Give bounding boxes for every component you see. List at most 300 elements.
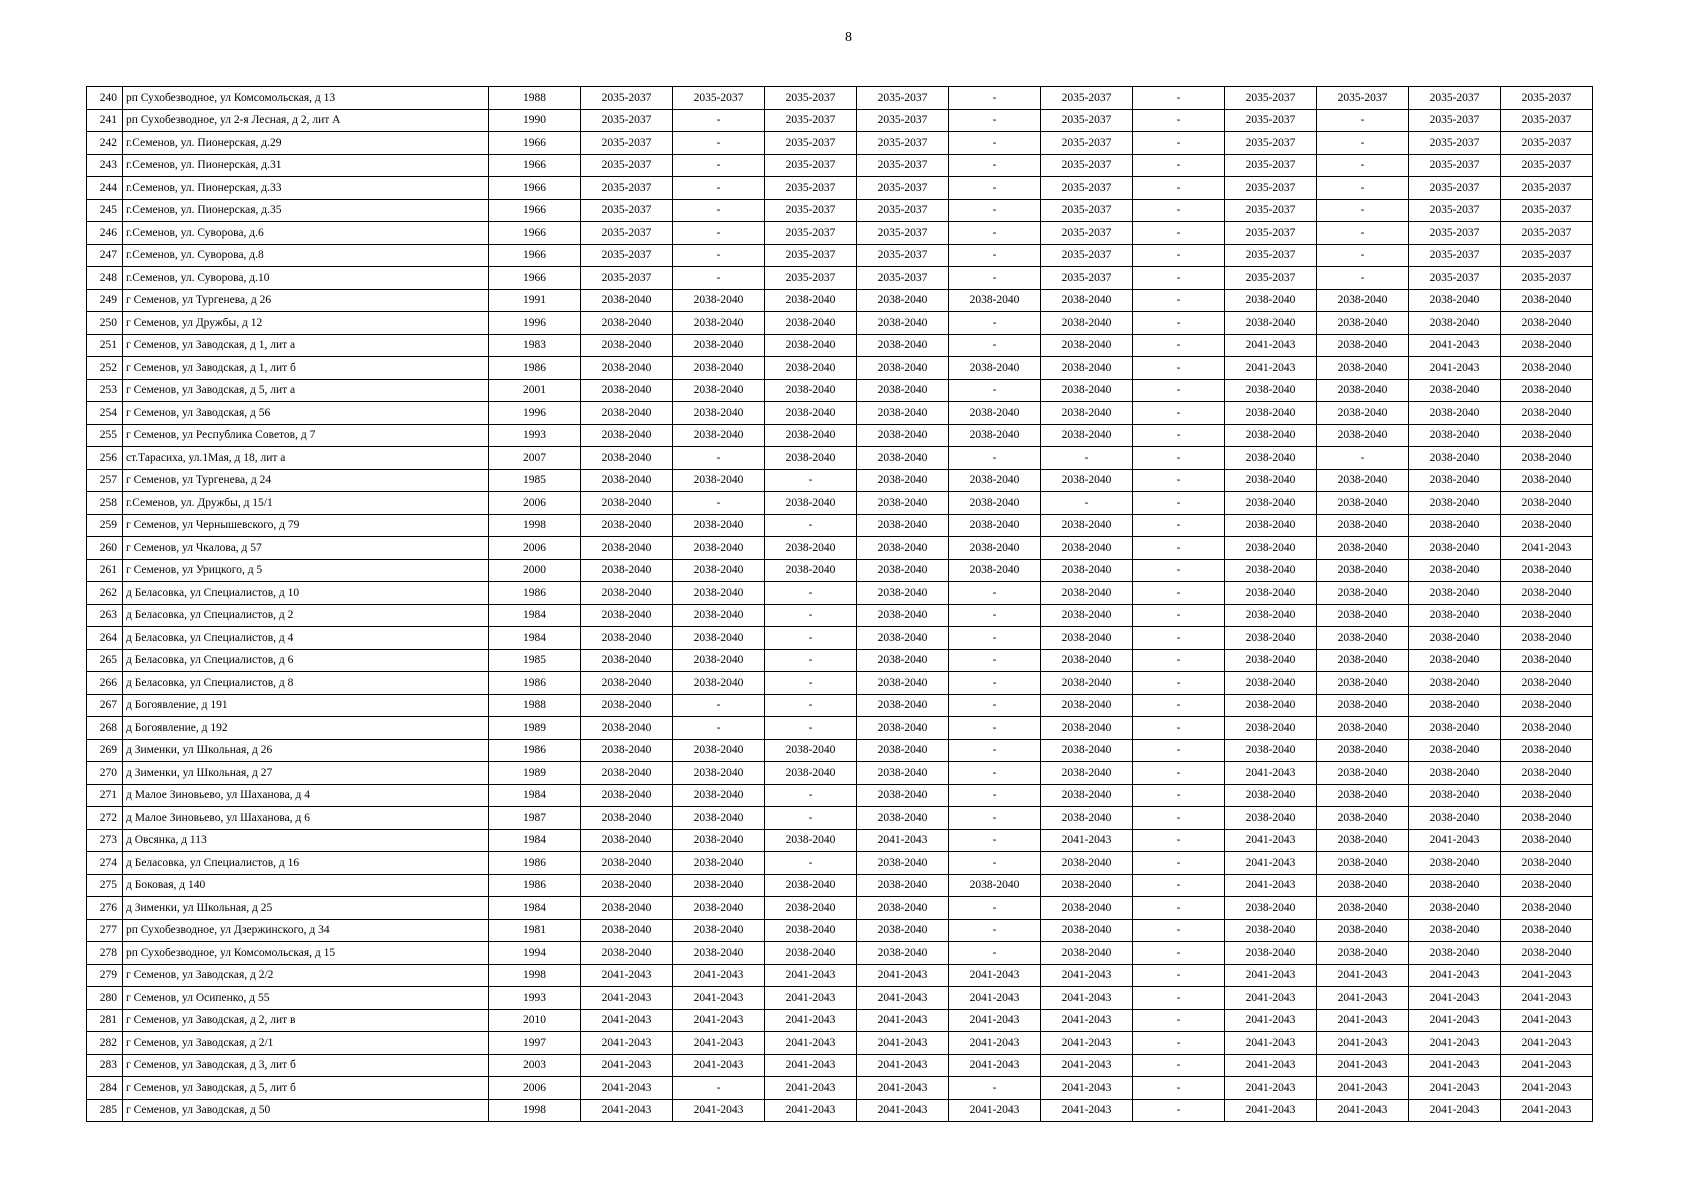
year-cell: 1991 [489,289,581,312]
period-cell: 2038-2040 [857,289,949,312]
period-cell: - [1133,87,1225,110]
row-number-cell: 260 [87,537,123,560]
period-cell: - [949,222,1041,245]
period-cell: 2038-2040 [1041,919,1133,942]
address-cell: д Беласовка, ул Специалистов, д 4 [123,627,489,650]
address-cell: д Беласовка, ул Специалистов, д 8 [123,672,489,695]
period-cell: - [1133,492,1225,515]
period-cell: 2038-2040 [1409,807,1501,830]
period-cell: 2038-2040 [1501,807,1593,830]
period-cell: 2038-2040 [1041,672,1133,695]
period-cell: 2038-2040 [673,357,765,380]
period-cell: 2035-2037 [765,199,857,222]
period-cell: 2041-2043 [1501,1077,1593,1100]
year-cell: 1989 [489,762,581,785]
period-cell: 2038-2040 [1225,312,1317,335]
period-cell: 2038-2040 [1501,312,1593,335]
table-row [87,267,1593,290]
period-cell: 2041-2043 [1225,1054,1317,1077]
period-cell: 2038-2040 [1041,357,1133,380]
period-cell: - [949,1077,1041,1100]
row-number-cell: 276 [87,897,123,920]
period-cell: 2038-2040 [1317,604,1409,627]
period-cell: 2038-2040 [1409,582,1501,605]
year-cell: 1986 [489,582,581,605]
period-cell: - [1133,199,1225,222]
period-cell: 2041-2043 [1225,874,1317,897]
period-cell: 2038-2040 [1317,829,1409,852]
period-cell: 2035-2037 [581,177,673,200]
period-cell: 2038-2040 [949,559,1041,582]
table-row [87,199,1593,222]
address-cell: ст.Тарасиха, ул.1Мая, д 18, лит а [123,447,489,470]
period-cell: 2041-2043 [1225,1032,1317,1055]
period-cell: 2041-2043 [1409,1099,1501,1122]
period-cell: 2038-2040 [1317,469,1409,492]
year-cell: 1993 [489,987,581,1010]
period-cell: 2038-2040 [673,604,765,627]
period-cell: 2038-2040 [949,469,1041,492]
period-cell: - [1133,132,1225,155]
period-cell: 2038-2040 [1317,874,1409,897]
period-cell: 2035-2037 [765,267,857,290]
period-cell: 2035-2037 [1041,109,1133,132]
period-cell: 2038-2040 [1409,447,1501,470]
table-row [87,897,1593,920]
row-number-cell: 252 [87,357,123,380]
period-cell: 2041-2043 [1409,829,1501,852]
period-cell: - [765,582,857,605]
period-cell: 2038-2040 [1501,762,1593,785]
period-cell: 2038-2040 [765,492,857,515]
period-cell: 2038-2040 [1501,514,1593,537]
period-cell: - [1133,109,1225,132]
period-cell: 2035-2037 [765,154,857,177]
period-cell: 2038-2040 [857,312,949,335]
period-cell: 2038-2040 [1317,694,1409,717]
table-row [87,334,1593,357]
period-cell: 2035-2037 [1501,132,1593,155]
period-cell: 2038-2040 [1409,289,1501,312]
period-cell: 2035-2037 [765,87,857,110]
period-cell: 2041-2043 [1317,1099,1409,1122]
period-cell: 2041-2043 [673,964,765,987]
address-cell: д Зименки, ул Школьная, д 25 [123,897,489,920]
period-cell: 2041-2043 [765,987,857,1010]
table-row [87,1099,1593,1122]
period-cell: 2035-2037 [1225,87,1317,110]
period-cell: 2038-2040 [857,717,949,740]
period-cell: 2038-2040 [1317,537,1409,560]
period-cell: 2041-2043 [857,987,949,1010]
period-cell: 2035-2037 [1501,109,1593,132]
period-cell: - [673,1077,765,1100]
period-cell: 2038-2040 [1041,852,1133,875]
period-cell: - [949,312,1041,335]
period-cell: 2038-2040 [1317,942,1409,965]
address-cell: д Беласовка, ул Специалистов, д 10 [123,582,489,605]
period-cell: 2038-2040 [1409,942,1501,965]
period-cell: 2038-2040 [1501,402,1593,425]
period-cell: - [765,807,857,830]
period-cell: - [1133,987,1225,1010]
period-cell: 2035-2037 [857,154,949,177]
period-cell: 2038-2040 [581,807,673,830]
period-cell: 2038-2040 [1501,289,1593,312]
period-cell: - [765,627,857,650]
year-cell: 1966 [489,132,581,155]
year-cell: 1984 [489,829,581,852]
period-cell: 2038-2040 [581,289,673,312]
row-number-cell: 273 [87,829,123,852]
period-cell: 2041-2043 [1317,1032,1409,1055]
row-number-cell: 277 [87,919,123,942]
period-cell: - [1133,919,1225,942]
period-cell: 2038-2040 [1501,852,1593,875]
table-row [87,649,1593,672]
year-cell: 1998 [489,514,581,537]
period-cell: 2035-2037 [1041,267,1133,290]
year-cell: 2001 [489,379,581,402]
period-cell: 2038-2040 [1225,492,1317,515]
period-cell: 2035-2037 [857,87,949,110]
period-cell: 2041-2043 [857,1054,949,1077]
period-cell: - [1133,897,1225,920]
period-cell: 2041-2043 [857,1009,949,1032]
period-cell: - [1133,402,1225,425]
period-cell: - [1133,537,1225,560]
period-cell: 2035-2037 [1225,154,1317,177]
period-cell: 2038-2040 [765,447,857,470]
period-cell: 2038-2040 [1225,559,1317,582]
row-number-cell: 243 [87,154,123,177]
table-row [87,514,1593,537]
table-row [87,537,1593,560]
period-cell: - [949,672,1041,695]
period-cell: - [1133,1099,1225,1122]
period-cell: 2038-2040 [1501,424,1593,447]
period-cell: 2038-2040 [581,919,673,942]
period-cell: 2041-2043 [1225,852,1317,875]
period-cell: 2035-2037 [1409,87,1501,110]
period-cell: 2038-2040 [581,874,673,897]
address-cell: д Зименки, ул Школьная, д 26 [123,739,489,762]
period-cell: 2038-2040 [1225,649,1317,672]
period-cell: 2035-2037 [1225,222,1317,245]
table-row [87,874,1593,897]
period-cell: 2035-2037 [857,244,949,267]
period-cell: 2038-2040 [857,604,949,627]
period-cell: 2038-2040 [581,672,673,695]
period-cell: - [949,109,1041,132]
period-cell: 2041-2043 [1317,1009,1409,1032]
period-cell: - [1133,604,1225,627]
period-cell: 2041-2043 [673,1032,765,1055]
period-cell: - [1133,1077,1225,1100]
table-row [87,154,1593,177]
row-number-cell: 278 [87,942,123,965]
period-cell: 2035-2037 [765,132,857,155]
year-cell: 2006 [489,492,581,515]
period-cell: 2038-2040 [581,627,673,650]
table-row [87,1054,1593,1077]
period-cell: 2038-2040 [1317,784,1409,807]
address-cell: г.Семенов, ул. Суворова, д.8 [123,244,489,267]
period-cell: 2041-2043 [673,987,765,1010]
row-number-cell: 265 [87,649,123,672]
year-cell: 1966 [489,222,581,245]
period-cell: 2041-2043 [1041,1054,1133,1077]
table-row [87,1077,1593,1100]
period-cell: 2035-2037 [1317,87,1409,110]
address-cell: д Малое Зиновьево, ул Шаханова, д 6 [123,807,489,830]
period-cell: 2038-2040 [1317,649,1409,672]
period-cell: - [1317,109,1409,132]
year-cell: 1986 [489,739,581,762]
row-number-cell: 263 [87,604,123,627]
period-cell: 2038-2040 [1225,897,1317,920]
period-cell: - [1041,492,1133,515]
period-cell: 2041-2043 [857,1032,949,1055]
address-cell: д Богоявление, д 192 [123,717,489,740]
period-cell: - [1317,132,1409,155]
row-number-cell: 266 [87,672,123,695]
address-cell: г Семенов, ул Чернышевского, д 79 [123,514,489,537]
period-cell: 2038-2040 [765,402,857,425]
period-cell: - [1133,334,1225,357]
period-cell: 2038-2040 [1041,402,1133,425]
period-cell: 2038-2040 [1317,897,1409,920]
period-cell: 2041-2043 [949,1054,1041,1077]
period-cell: 2038-2040 [857,357,949,380]
row-number-cell: 283 [87,1054,123,1077]
period-cell: - [949,784,1041,807]
period-cell: 2038-2040 [1225,514,1317,537]
period-cell: 2038-2040 [857,784,949,807]
period-cell: 2038-2040 [673,874,765,897]
period-cell: - [765,514,857,537]
period-cell: 2038-2040 [581,312,673,335]
period-cell: 2038-2040 [1501,492,1593,515]
year-cell: 1996 [489,312,581,335]
period-cell: 2035-2037 [1225,199,1317,222]
table-row [87,109,1593,132]
period-cell: 2035-2037 [581,199,673,222]
table-row [87,739,1593,762]
period-cell: 2038-2040 [1501,334,1593,357]
period-cell: 2035-2037 [581,87,673,110]
period-cell: - [1133,807,1225,830]
address-cell: г Семенов, ул Дружбы, д 12 [123,312,489,335]
table-row [87,964,1593,987]
address-cell: рп Сухобезводное, ул Комсомольская, д 15 [123,942,489,965]
period-cell: - [1133,649,1225,672]
period-cell: 2038-2040 [1501,672,1593,695]
period-cell: 2038-2040 [1501,897,1593,920]
period-cell: - [765,649,857,672]
period-cell: 2038-2040 [1317,919,1409,942]
year-cell: 1966 [489,199,581,222]
period-cell: 2038-2040 [949,537,1041,560]
year-cell: 1998 [489,964,581,987]
period-cell: 2035-2037 [857,222,949,245]
period-cell: 2038-2040 [949,492,1041,515]
period-cell: - [1317,177,1409,200]
table-row [87,829,1593,852]
period-cell: 2038-2040 [1501,784,1593,807]
row-number-cell: 254 [87,402,123,425]
period-cell: 2038-2040 [673,289,765,312]
period-cell: 2035-2037 [1225,244,1317,267]
row-number-cell: 251 [87,334,123,357]
period-cell: 2041-2043 [581,1009,673,1032]
period-cell: 2035-2037 [1409,199,1501,222]
address-cell: рп Сухобезводное, ул Дзержинского, д 34 [123,919,489,942]
period-cell: 2038-2040 [1041,784,1133,807]
period-cell: 2041-2043 [1041,1077,1133,1100]
period-cell: - [1041,447,1133,470]
period-cell: 2038-2040 [1225,807,1317,830]
year-cell: 1997 [489,1032,581,1055]
address-cell: г.Семенов, ул. Пионерская, д.31 [123,154,489,177]
table-row [87,357,1593,380]
row-number-cell: 242 [87,132,123,155]
period-cell: 2038-2040 [1225,469,1317,492]
period-cell: 2038-2040 [1501,447,1593,470]
period-cell: 2035-2037 [1409,154,1501,177]
period-cell: 2035-2037 [1225,132,1317,155]
period-cell: - [1317,154,1409,177]
period-cell: 2038-2040 [673,402,765,425]
period-cell: 2035-2037 [581,244,673,267]
year-cell: 1988 [489,694,581,717]
period-cell: - [673,222,765,245]
address-cell: д Зименки, ул Школьная, д 27 [123,762,489,785]
address-cell: д Малое Зиновьево, ул Шаханова, д 4 [123,784,489,807]
period-cell: - [949,244,1041,267]
period-cell: 2035-2037 [1501,267,1593,290]
period-cell: 2038-2040 [765,379,857,402]
table-row [87,942,1593,965]
period-cell: 2038-2040 [1409,762,1501,785]
table-row [87,672,1593,695]
row-number-cell: 274 [87,852,123,875]
address-cell: г Семенов, ул Урицкого, д 5 [123,559,489,582]
period-cell: 2038-2040 [673,627,765,650]
period-cell: 2035-2037 [1501,154,1593,177]
period-cell: 2038-2040 [1409,492,1501,515]
period-cell: 2038-2040 [673,514,765,537]
period-cell: 2038-2040 [673,649,765,672]
period-cell: 2035-2037 [1409,132,1501,155]
year-cell: 2000 [489,559,581,582]
year-cell: 1993 [489,424,581,447]
row-number-cell: 256 [87,447,123,470]
period-cell: 2041-2043 [1041,987,1133,1010]
address-cell: д Беласовка, ул Специалистов, д 16 [123,852,489,875]
row-number-cell: 258 [87,492,123,515]
period-cell: 2035-2037 [581,222,673,245]
period-cell: 2041-2043 [1501,1099,1593,1122]
period-cell: 2038-2040 [1317,402,1409,425]
period-cell: 2038-2040 [1501,649,1593,672]
period-cell: 2041-2043 [1225,829,1317,852]
period-cell: 2038-2040 [1317,312,1409,335]
period-cell: 2035-2037 [1041,132,1133,155]
period-cell: 2038-2040 [1409,627,1501,650]
period-cell: 2035-2037 [1225,109,1317,132]
period-cell: 2038-2040 [581,334,673,357]
period-cell: 2041-2043 [1409,964,1501,987]
row-number-cell: 241 [87,109,123,132]
period-cell: 2038-2040 [1317,334,1409,357]
period-cell: 2038-2040 [581,424,673,447]
period-cell: 2038-2040 [1041,559,1133,582]
period-cell: 2041-2043 [1409,1032,1501,1055]
period-cell: 2038-2040 [1409,694,1501,717]
period-cell: 2041-2043 [1225,1099,1317,1122]
period-cell: - [1133,357,1225,380]
row-number-cell: 272 [87,807,123,830]
period-cell: 2041-2043 [1041,1099,1133,1122]
period-cell: 2035-2037 [765,177,857,200]
period-cell: 2041-2043 [581,964,673,987]
period-cell: 2035-2037 [1501,222,1593,245]
period-cell: 2038-2040 [1317,762,1409,785]
period-cell: 2038-2040 [1225,537,1317,560]
table-row [87,987,1593,1010]
address-cell: д Богоявление, д 191 [123,694,489,717]
period-cell: 2038-2040 [765,357,857,380]
period-cell: 2038-2040 [581,469,673,492]
period-cell: - [949,177,1041,200]
period-cell: - [765,604,857,627]
period-cell: 2038-2040 [1225,739,1317,762]
page-number: 8 [845,30,852,45]
period-cell: - [1133,154,1225,177]
row-number-cell: 255 [87,424,123,447]
period-cell: 2038-2040 [1041,694,1133,717]
period-cell: 2038-2040 [949,874,1041,897]
period-cell: - [1317,199,1409,222]
period-cell: 2035-2037 [857,177,949,200]
period-cell: 2041-2043 [949,1099,1041,1122]
period-cell: 2038-2040 [673,739,765,762]
year-cell: 1966 [489,267,581,290]
period-cell: 2041-2043 [1501,1009,1593,1032]
period-cell: 2038-2040 [1041,807,1133,830]
period-cell: - [949,942,1041,965]
table-row [87,852,1593,875]
period-cell: 2038-2040 [857,897,949,920]
period-cell: - [949,717,1041,740]
table-row [87,582,1593,605]
period-cell: - [1317,447,1409,470]
period-cell: - [673,492,765,515]
address-cell: г Семенов, ул Заводская, д 5, лит б [123,1077,489,1100]
period-cell: - [949,582,1041,605]
period-cell: 2038-2040 [1501,739,1593,762]
period-cell: - [1133,874,1225,897]
period-cell: 2041-2043 [765,964,857,987]
period-cell: 2041-2043 [1225,1009,1317,1032]
period-cell: 2038-2040 [1225,784,1317,807]
row-number-cell: 268 [87,717,123,740]
period-cell: - [949,334,1041,357]
row-number-cell: 259 [87,514,123,537]
period-cell: - [949,154,1041,177]
period-cell: 2038-2040 [765,289,857,312]
